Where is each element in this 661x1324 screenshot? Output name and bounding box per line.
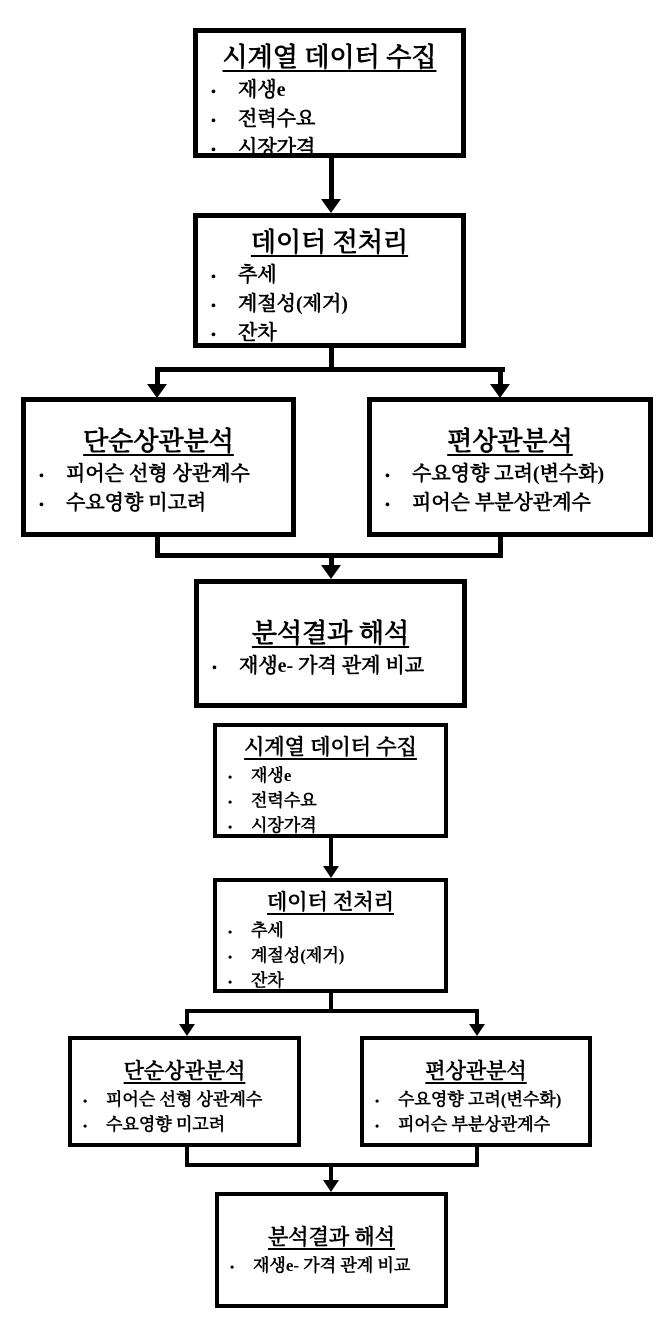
list-item — [39, 490, 287, 519]
bullet-icon: • — [211, 143, 216, 158]
bullet-text: 계절성(제거) — [251, 946, 345, 965]
flow-box-collect — [213, 723, 448, 838]
connector-collect-preprocess — [329, 836, 333, 867]
flow-box-simple-correlation — [21, 397, 296, 537]
bullet-text: 계절성(제거) — [238, 293, 348, 315]
bullet-text: 잔차 — [251, 971, 284, 990]
bullet-text: 재생e- 가격 관계 비교 — [253, 1256, 411, 1275]
bullet-icon: • — [211, 85, 216, 100]
bullet-text: 시장가격 — [238, 137, 316, 159]
bullet-text: 추세 — [251, 921, 284, 940]
arrowhead-down-icon — [323, 866, 339, 878]
arrowhead-down-icon — [179, 1024, 195, 1036]
list-item — [385, 490, 644, 519]
bullet-icon: • — [83, 1119, 88, 1133]
connector-collect-preprocess — [329, 156, 334, 202]
arrowhead-down-icon — [469, 1024, 485, 1036]
list-item — [228, 789, 440, 814]
bullet-list — [372, 461, 648, 519]
box-title: 데이터 전처리 — [267, 890, 394, 914]
box-title: 편상관분석 — [447, 427, 573, 456]
bullet-list — [198, 262, 461, 349]
list-item — [211, 106, 457, 135]
flow-box-preprocess — [193, 213, 466, 348]
list-item — [211, 77, 457, 106]
arrowhead-down-icon — [321, 565, 341, 579]
flow-box-partial-correlation — [367, 397, 653, 537]
bullet-text: 수요영향 미고려 — [106, 1115, 226, 1134]
arrowhead-down-icon — [323, 1180, 339, 1192]
bullet-text: 전력수요 — [251, 791, 317, 810]
bullet-list — [219, 1254, 444, 1279]
bullet-icon: • — [228, 820, 233, 834]
bullet-icon: • — [375, 1119, 380, 1133]
bullet-icon: • — [228, 795, 233, 809]
bullet-list — [198, 77, 461, 164]
list-item — [230, 1254, 440, 1279]
box-title: 분석결과 해석 — [251, 619, 410, 648]
list-item — [83, 1113, 293, 1138]
flow-box-interpretation — [215, 1192, 448, 1308]
box-title: 단순상관분석 — [123, 1059, 246, 1083]
list-item — [228, 764, 440, 789]
bullet-icon: • — [211, 299, 216, 314]
box-title: 단순상관분석 — [83, 427, 234, 456]
list-item — [228, 944, 440, 969]
bullet-list — [199, 653, 462, 682]
list-item — [375, 1088, 584, 1113]
bullet-text: 수요영향 고려(변수화) — [412, 463, 605, 485]
bullet-text: 재생e- 가격 관계 비교 — [239, 655, 425, 677]
list-item — [228, 969, 440, 994]
bullet-icon: • — [211, 114, 216, 129]
bullet-icon: • — [375, 1094, 380, 1108]
box-title: 데이터 전처리 — [250, 228, 409, 257]
bullet-text: 재생e — [238, 79, 286, 101]
bullet-text: 피어슨 부분상관계수 — [412, 492, 591, 514]
bullet-icon: • — [228, 925, 233, 939]
bullet-icon: • — [230, 1260, 235, 1274]
bullet-icon: • — [385, 469, 390, 484]
bullet-text: 추세 — [238, 264, 277, 286]
list-item — [385, 461, 644, 490]
bullet-text: 잔차 — [238, 322, 277, 344]
bullet-icon: • — [228, 770, 233, 784]
list-item — [211, 320, 457, 349]
bullet-list — [364, 1088, 588, 1138]
flow-box-partial-correlation — [360, 1036, 592, 1147]
bullet-list — [72, 1088, 297, 1138]
list-item — [375, 1113, 584, 1138]
list-item — [211, 291, 457, 320]
box-title: 분석결과 해석 — [268, 1225, 395, 1249]
flow-box-simple-correlation — [68, 1036, 301, 1147]
bullet-text: 시장가격 — [251, 816, 317, 835]
arrowhead-down-icon — [321, 199, 341, 213]
list-item — [211, 262, 457, 291]
bullet-icon: • — [83, 1094, 88, 1108]
box-title: 시계열 데이터 수집 — [244, 735, 417, 759]
connector-merge-stem — [329, 1163, 333, 1181]
bullet-text: 피어슨 부분상관계수 — [398, 1115, 551, 1134]
connector-split-left-drop — [155, 370, 160, 385]
connector-split-right-drop — [498, 370, 503, 385]
bullet-text: 피어슨 선형 상관계수 — [106, 1090, 263, 1109]
box-title: 편상관분석 — [425, 1059, 527, 1083]
list-item — [39, 461, 287, 490]
flow-box-interpretation — [194, 579, 467, 708]
arrowhead-down-icon — [147, 384, 167, 398]
bullet-icon: • — [211, 328, 216, 343]
box-title: 시계열 데이터 수집 — [222, 43, 437, 72]
bullet-list — [217, 919, 444, 994]
list-item — [83, 1088, 293, 1113]
bullet-icon: • — [228, 950, 233, 964]
connector-split-bar — [155, 367, 505, 372]
flow-box-preprocess — [213, 878, 448, 993]
bullet-icon: • — [211, 270, 216, 285]
bullet-text: 전력수요 — [238, 108, 316, 130]
flow-box-collect — [193, 28, 466, 158]
bullet-icon: • — [39, 469, 44, 484]
bullet-list — [217, 764, 444, 839]
bullet-list — [26, 461, 291, 519]
list-item — [228, 814, 440, 839]
bullet-text: 재생e — [251, 766, 292, 785]
bullet-text: 수요영향 미고려 — [66, 492, 207, 514]
list-item — [212, 653, 458, 682]
bullet-icon: • — [39, 498, 44, 513]
connector-split-bar — [185, 1009, 479, 1013]
list-item — [228, 919, 440, 944]
arrowhead-down-icon — [490, 384, 510, 398]
bullet-icon: • — [212, 661, 217, 676]
bullet-text: 수요영향 고려(변수화) — [398, 1090, 562, 1109]
bullet-icon: • — [228, 975, 233, 989]
bullet-text: 피어슨 선형 상관계수 — [66, 463, 250, 485]
list-item — [211, 135, 457, 164]
bullet-icon: • — [385, 498, 390, 513]
